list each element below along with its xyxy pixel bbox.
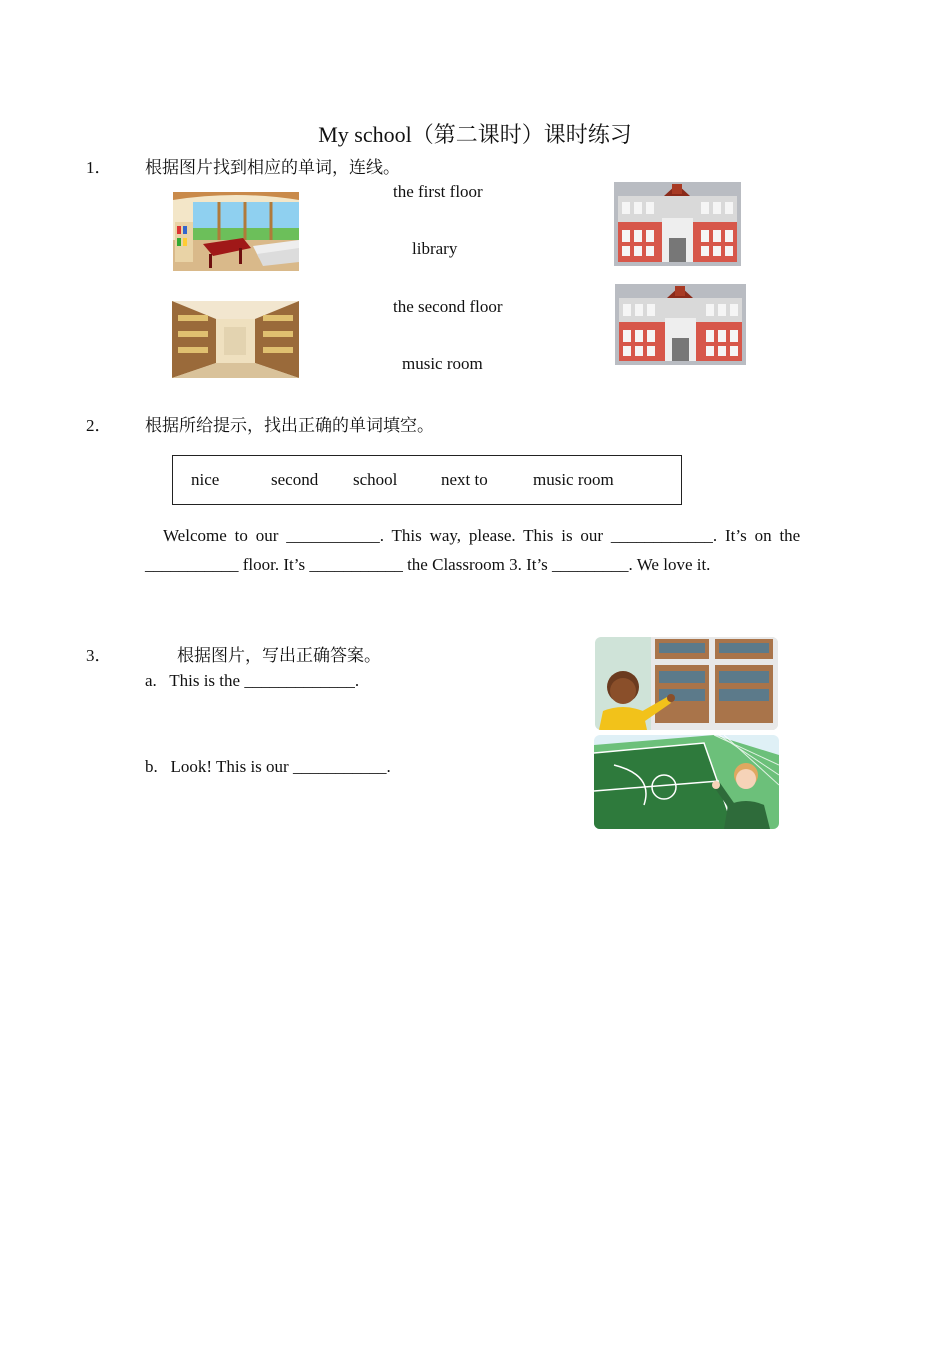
word-bank-option: nice xyxy=(191,470,220,489)
q1-instruction: 根据图片找到相应的单词，连线。 xyxy=(145,158,400,177)
girl-playground-picture xyxy=(594,735,779,829)
library-picture xyxy=(172,301,299,378)
q3-number: 3． xyxy=(86,646,112,665)
word-bank-option: music room xyxy=(533,470,614,489)
q3-item-a: a. This is the _____________. xyxy=(145,671,360,690)
q2-instruction: 根据所给提示，找出正确的单词填空。 xyxy=(145,416,434,435)
page-title: My school（第二课时）课时练习 xyxy=(318,122,632,147)
q2-passage-line-2: ___________ floor. It’s ___________ the Classroom 3. It’s _________. We love it. xyxy=(145,555,711,574)
q3-instruction: 根据图片，写出正确答案。 xyxy=(177,646,381,665)
word-bank-box xyxy=(172,455,682,505)
word-bank-option: next to xyxy=(441,470,488,489)
q1-word-library: library xyxy=(412,239,458,258)
school-building-picture-second-floor xyxy=(615,284,746,365)
boy-library-picture xyxy=(595,637,778,730)
word-bank-option: second xyxy=(271,470,319,489)
q1-word-second-floor: the second floor xyxy=(393,297,503,316)
q1-number: 1． xyxy=(86,158,112,177)
q3-item-b: b. Look! This is our ___________. xyxy=(145,757,391,776)
word-bank-option: school xyxy=(353,470,398,489)
q1-word-first-floor: the first floor xyxy=(393,182,483,201)
q1-word-music-room: music room xyxy=(402,354,483,373)
school-building-picture-first-floor xyxy=(614,182,741,266)
music-room-picture xyxy=(173,192,299,271)
q2-passage-line-1: Welcome to our ___________. This way, please. This is our ____________. It’s on the xyxy=(163,526,801,545)
q2-number: 2． xyxy=(86,416,112,435)
